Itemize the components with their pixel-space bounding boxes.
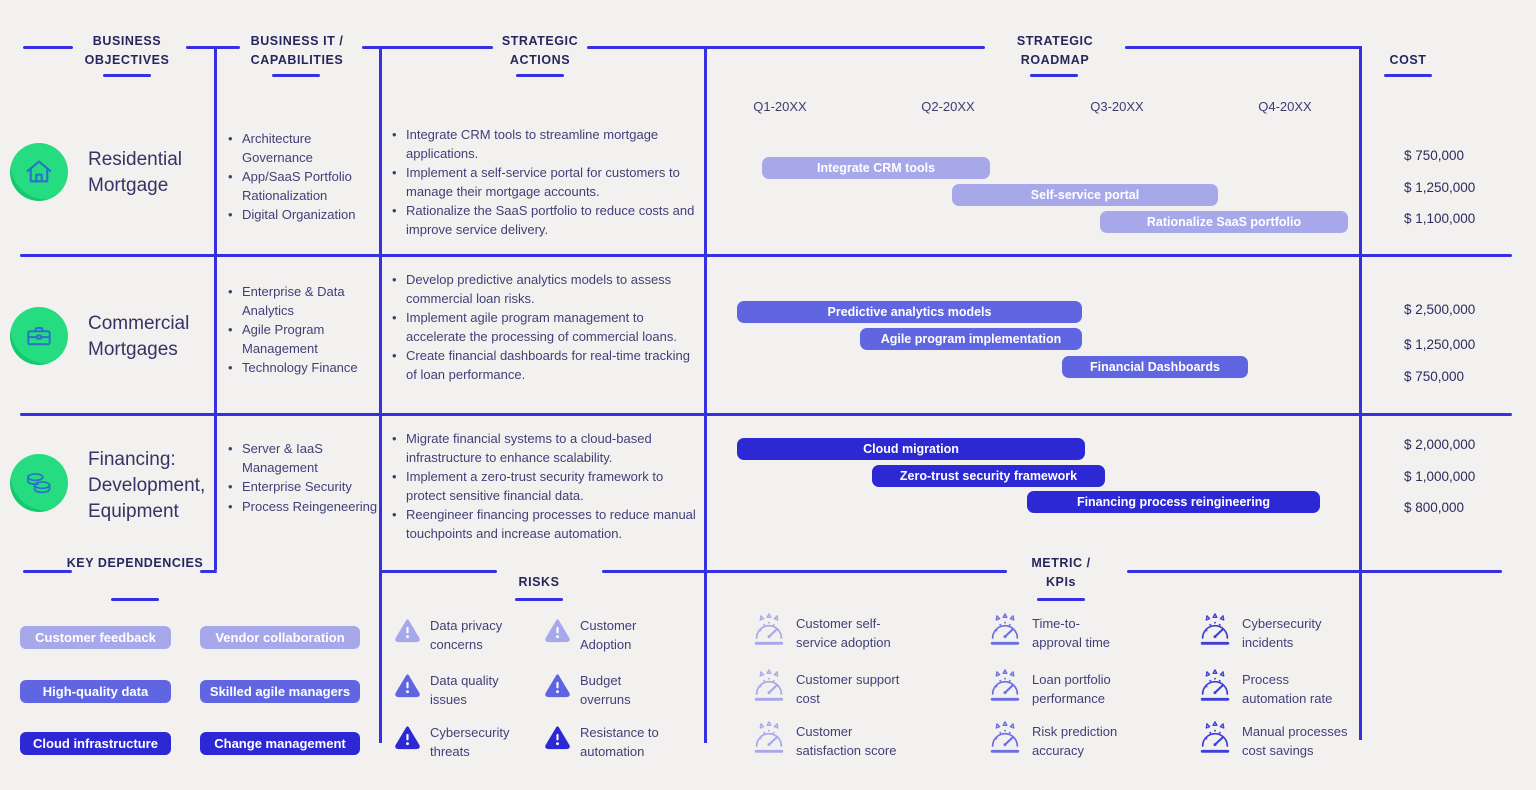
action-label: Create financial dashboards for real-time tracking of loan performance.	[406, 348, 690, 382]
capability-label: Technology Finance	[242, 360, 358, 375]
bullet: •	[392, 127, 397, 142]
action-item	[392, 164, 700, 201]
action-item	[392, 202, 700, 239]
row-title: Residential Mortgage	[88, 149, 182, 196]
row-divider	[20, 254, 1512, 257]
dependency-pill: Cloud infrastructure	[20, 732, 171, 755]
header-underline	[516, 74, 564, 77]
row-title: Financing: Development, Equipment	[88, 449, 206, 522]
footer-line	[602, 570, 707, 573]
coins-icon	[10, 454, 68, 512]
header-underline	[1030, 74, 1078, 77]
bullet: •	[228, 322, 233, 337]
capability-item	[228, 498, 378, 517]
kpi-item	[986, 612, 1124, 652]
quarter-label: Q2-20XX	[921, 99, 975, 114]
header-risks: RISKS	[518, 575, 560, 589]
column-divider	[704, 46, 707, 743]
header-cost: COST	[1389, 53, 1427, 67]
capability-item	[228, 283, 378, 320]
capability-item	[228, 321, 378, 358]
kpi-label: Time-to-approval time	[1032, 616, 1111, 650]
bullet: •	[228, 207, 233, 222]
action-label: Integrate CRM tools to streamline mortgage applications.	[406, 127, 659, 161]
kpi-label: Customer support cost	[796, 672, 900, 706]
cost-value: $ 2,000,000	[1404, 437, 1476, 452]
kpi-item	[1196, 612, 1342, 652]
action-label: Implement a zero-trust security framework to protect sensitive financial data.	[406, 469, 664, 503]
action-list	[392, 271, 700, 385]
risk-item	[544, 616, 660, 654]
cost-value: $ 1,250,000	[1404, 180, 1476, 195]
capability-label: Digital Organization	[242, 207, 356, 222]
roadmap-bar: Predictive analytics models	[737, 301, 1082, 323]
dependency-pill: Skilled agile managers	[200, 680, 360, 703]
warning-icon	[394, 616, 421, 648]
gauge-icon	[986, 612, 1024, 652]
header-underline	[1384, 74, 1432, 77]
capability-item	[228, 206, 378, 225]
capability-item	[228, 440, 378, 477]
kpi-item	[750, 668, 906, 708]
dependency-pill: Customer feedback	[20, 626, 171, 649]
risk-label: Data quality issues	[430, 673, 499, 707]
dependency-pill: High-quality data	[20, 680, 171, 703]
gauge-icon	[1196, 720, 1234, 760]
risk-label: Budget overruns	[580, 673, 631, 707]
kpi-label: Cybersecurity incidents	[1242, 616, 1322, 650]
capability-label: Process Reingeneering	[242, 498, 378, 514]
capability-item	[228, 478, 378, 497]
action-label: Rationalize the SaaS portfolio to reduce costs and improve service delivery.	[406, 203, 695, 237]
roadmap-bar: Cloud migration	[737, 438, 1085, 460]
capability-label: Architecture Governance	[242, 131, 313, 165]
action-item	[392, 309, 700, 346]
footer-line	[704, 570, 1007, 573]
action-item	[392, 126, 700, 163]
kpi-label: Customer self-service adoption	[796, 616, 891, 650]
header-underline	[515, 598, 563, 601]
action-item	[392, 347, 700, 384]
risk-label: Resistance to automation	[580, 725, 659, 759]
header-strategic-roadmap: STRATEGIC ROADMAP	[1016, 34, 1094, 67]
gauge-icon	[1196, 612, 1234, 652]
risk-item	[544, 671, 650, 709]
kpi-label: Loan portfolio performance	[1032, 672, 1111, 706]
bullet: •	[228, 360, 233, 375]
warning-icon	[544, 671, 571, 703]
gauge-icon	[750, 720, 788, 760]
action-label: Reengineer financing processes to reduce manual touchpoints and increase automation.	[406, 507, 696, 541]
kpi-label: Manual processes cost savings	[1242, 724, 1348, 758]
bullet: •	[392, 469, 397, 484]
risk-label: Customer Adoption	[580, 618, 637, 652]
kpi-item	[750, 612, 906, 652]
cost-value: $ 750,000	[1404, 369, 1465, 384]
risk-item	[544, 723, 675, 761]
kpi-item	[986, 668, 1127, 708]
action-item	[392, 271, 700, 308]
header-strategic-actions: STRATEGIC ACTIONS	[501, 34, 579, 67]
cost-value: $ 1,250,000	[1404, 337, 1476, 352]
header-business-objectives: BUSINESS OBJECTIVES	[84, 34, 170, 67]
kpi-label: Customer satisfaction score	[796, 724, 897, 758]
kpi-label: Process automation rate	[1242, 672, 1333, 706]
action-label: Implement a self-service portal for customers to manage their mortgage accounts.	[406, 165, 680, 199]
kpi-item	[1196, 720, 1360, 760]
action-list	[392, 126, 700, 240]
bullet: •	[228, 131, 233, 146]
bullet: •	[392, 431, 397, 446]
kpi-item	[1196, 668, 1354, 708]
dependency-pill: Change management	[200, 732, 360, 755]
roadmap-bar: Self-service portal	[952, 184, 1218, 206]
header-line	[587, 46, 985, 49]
header-line	[186, 46, 240, 49]
roadmap-bar: Rationalize SaaS portfolio	[1100, 211, 1348, 233]
capability-label: Server & IaaS Management	[242, 441, 323, 475]
quarter-label: Q1-20XX	[753, 99, 807, 114]
risk-item	[394, 671, 520, 709]
header-underline	[111, 598, 159, 601]
action-item	[392, 430, 700, 467]
capability-list	[228, 130, 378, 226]
capability-label: Enterprise Security	[242, 479, 352, 494]
house-icon	[10, 143, 68, 201]
roadmap-bar: Financial Dashboards	[1062, 356, 1248, 378]
capability-label: Agile Program Management	[242, 322, 325, 356]
cost-value: $ 750,000	[1404, 148, 1465, 163]
header-key-dependencies: KEY DEPENDENCIES	[66, 556, 204, 570]
bullet: •	[228, 479, 233, 494]
kpi-label: Risk prediction accuracy	[1032, 724, 1118, 758]
roadmap-bar: Integrate CRM tools	[762, 157, 990, 179]
action-label: Migrate financial systems to a cloud-based infrastructure to enhance scalability.	[406, 431, 652, 465]
action-label: Develop predictive analytics models to assess commercial loan risks.	[406, 272, 672, 306]
action-item	[392, 506, 700, 543]
risk-item	[394, 616, 528, 654]
action-label: Implement agile program management to accelerate the processing of commercial loans.	[406, 310, 677, 344]
column-divider	[1359, 46, 1362, 740]
bullet: •	[392, 348, 397, 363]
cost-value: $ 2,500,000	[1404, 302, 1476, 317]
roadmap-bar: Financing process reingineering	[1027, 491, 1320, 513]
dependency-pill: Vendor collaboration	[200, 626, 360, 649]
capability-item	[228, 359, 378, 378]
capability-label: Enterprise & Data Analytics	[242, 284, 345, 318]
risk-label: Data privacy concerns	[430, 618, 503, 652]
capability-list	[228, 283, 378, 379]
quarter-label: Q4-20XX	[1258, 99, 1312, 114]
cost-value: $ 1,000,000	[1404, 469, 1476, 484]
cost-value: $ 800,000	[1404, 500, 1465, 515]
bullet: •	[392, 203, 397, 218]
gauge-icon	[750, 668, 788, 708]
risk-label: Cybersecurity threats	[430, 725, 510, 759]
header-underline	[103, 74, 151, 77]
roadmap-bar: Agile program implementation	[860, 328, 1082, 350]
bullet: •	[392, 272, 397, 287]
bullet: •	[392, 165, 397, 180]
capability-item	[228, 130, 378, 167]
gauge-icon	[750, 612, 788, 652]
bullet: •	[392, 310, 397, 325]
row-title: Commercial Mortgages	[88, 313, 190, 360]
bullet: •	[228, 498, 233, 514]
capability-item	[228, 168, 378, 205]
footer-line	[381, 570, 497, 573]
header-underline	[1037, 598, 1085, 601]
gauge-icon	[986, 668, 1024, 708]
warning-icon	[394, 671, 421, 703]
kpi-item	[750, 720, 916, 760]
warning-icon	[544, 616, 571, 648]
column-divider	[379, 46, 382, 743]
roadmap-bar: Zero-trust security framework	[872, 465, 1105, 487]
risk-item	[394, 723, 528, 761]
row-divider	[20, 413, 1512, 416]
bullet: •	[228, 169, 233, 184]
bullet: •	[228, 284, 233, 299]
cost-value: $ 1,100,000	[1404, 211, 1476, 226]
kpi-item	[986, 720, 1127, 760]
quarter-label: Q3-20XX	[1090, 99, 1144, 114]
capability-list	[228, 440, 378, 517]
header-line	[1125, 46, 1362, 49]
header-business-it-capabilities: BUSINESS IT / CAPABILITIES	[250, 34, 344, 67]
header-line	[23, 46, 73, 49]
briefcase-icon	[10, 307, 68, 365]
header-underline	[272, 74, 320, 77]
header-metric-kpis: METRIC / KPIs	[1031, 556, 1091, 589]
action-item	[392, 468, 700, 505]
warning-icon	[394, 723, 421, 755]
bullet: •	[228, 441, 233, 456]
capability-label: App/SaaS Portfolio Rationalization	[242, 169, 352, 203]
bullet: •	[392, 507, 397, 522]
warning-icon	[544, 723, 571, 755]
footer-line	[1127, 570, 1502, 573]
action-list	[392, 430, 700, 544]
gauge-icon	[986, 720, 1024, 760]
gauge-icon	[1196, 668, 1234, 708]
